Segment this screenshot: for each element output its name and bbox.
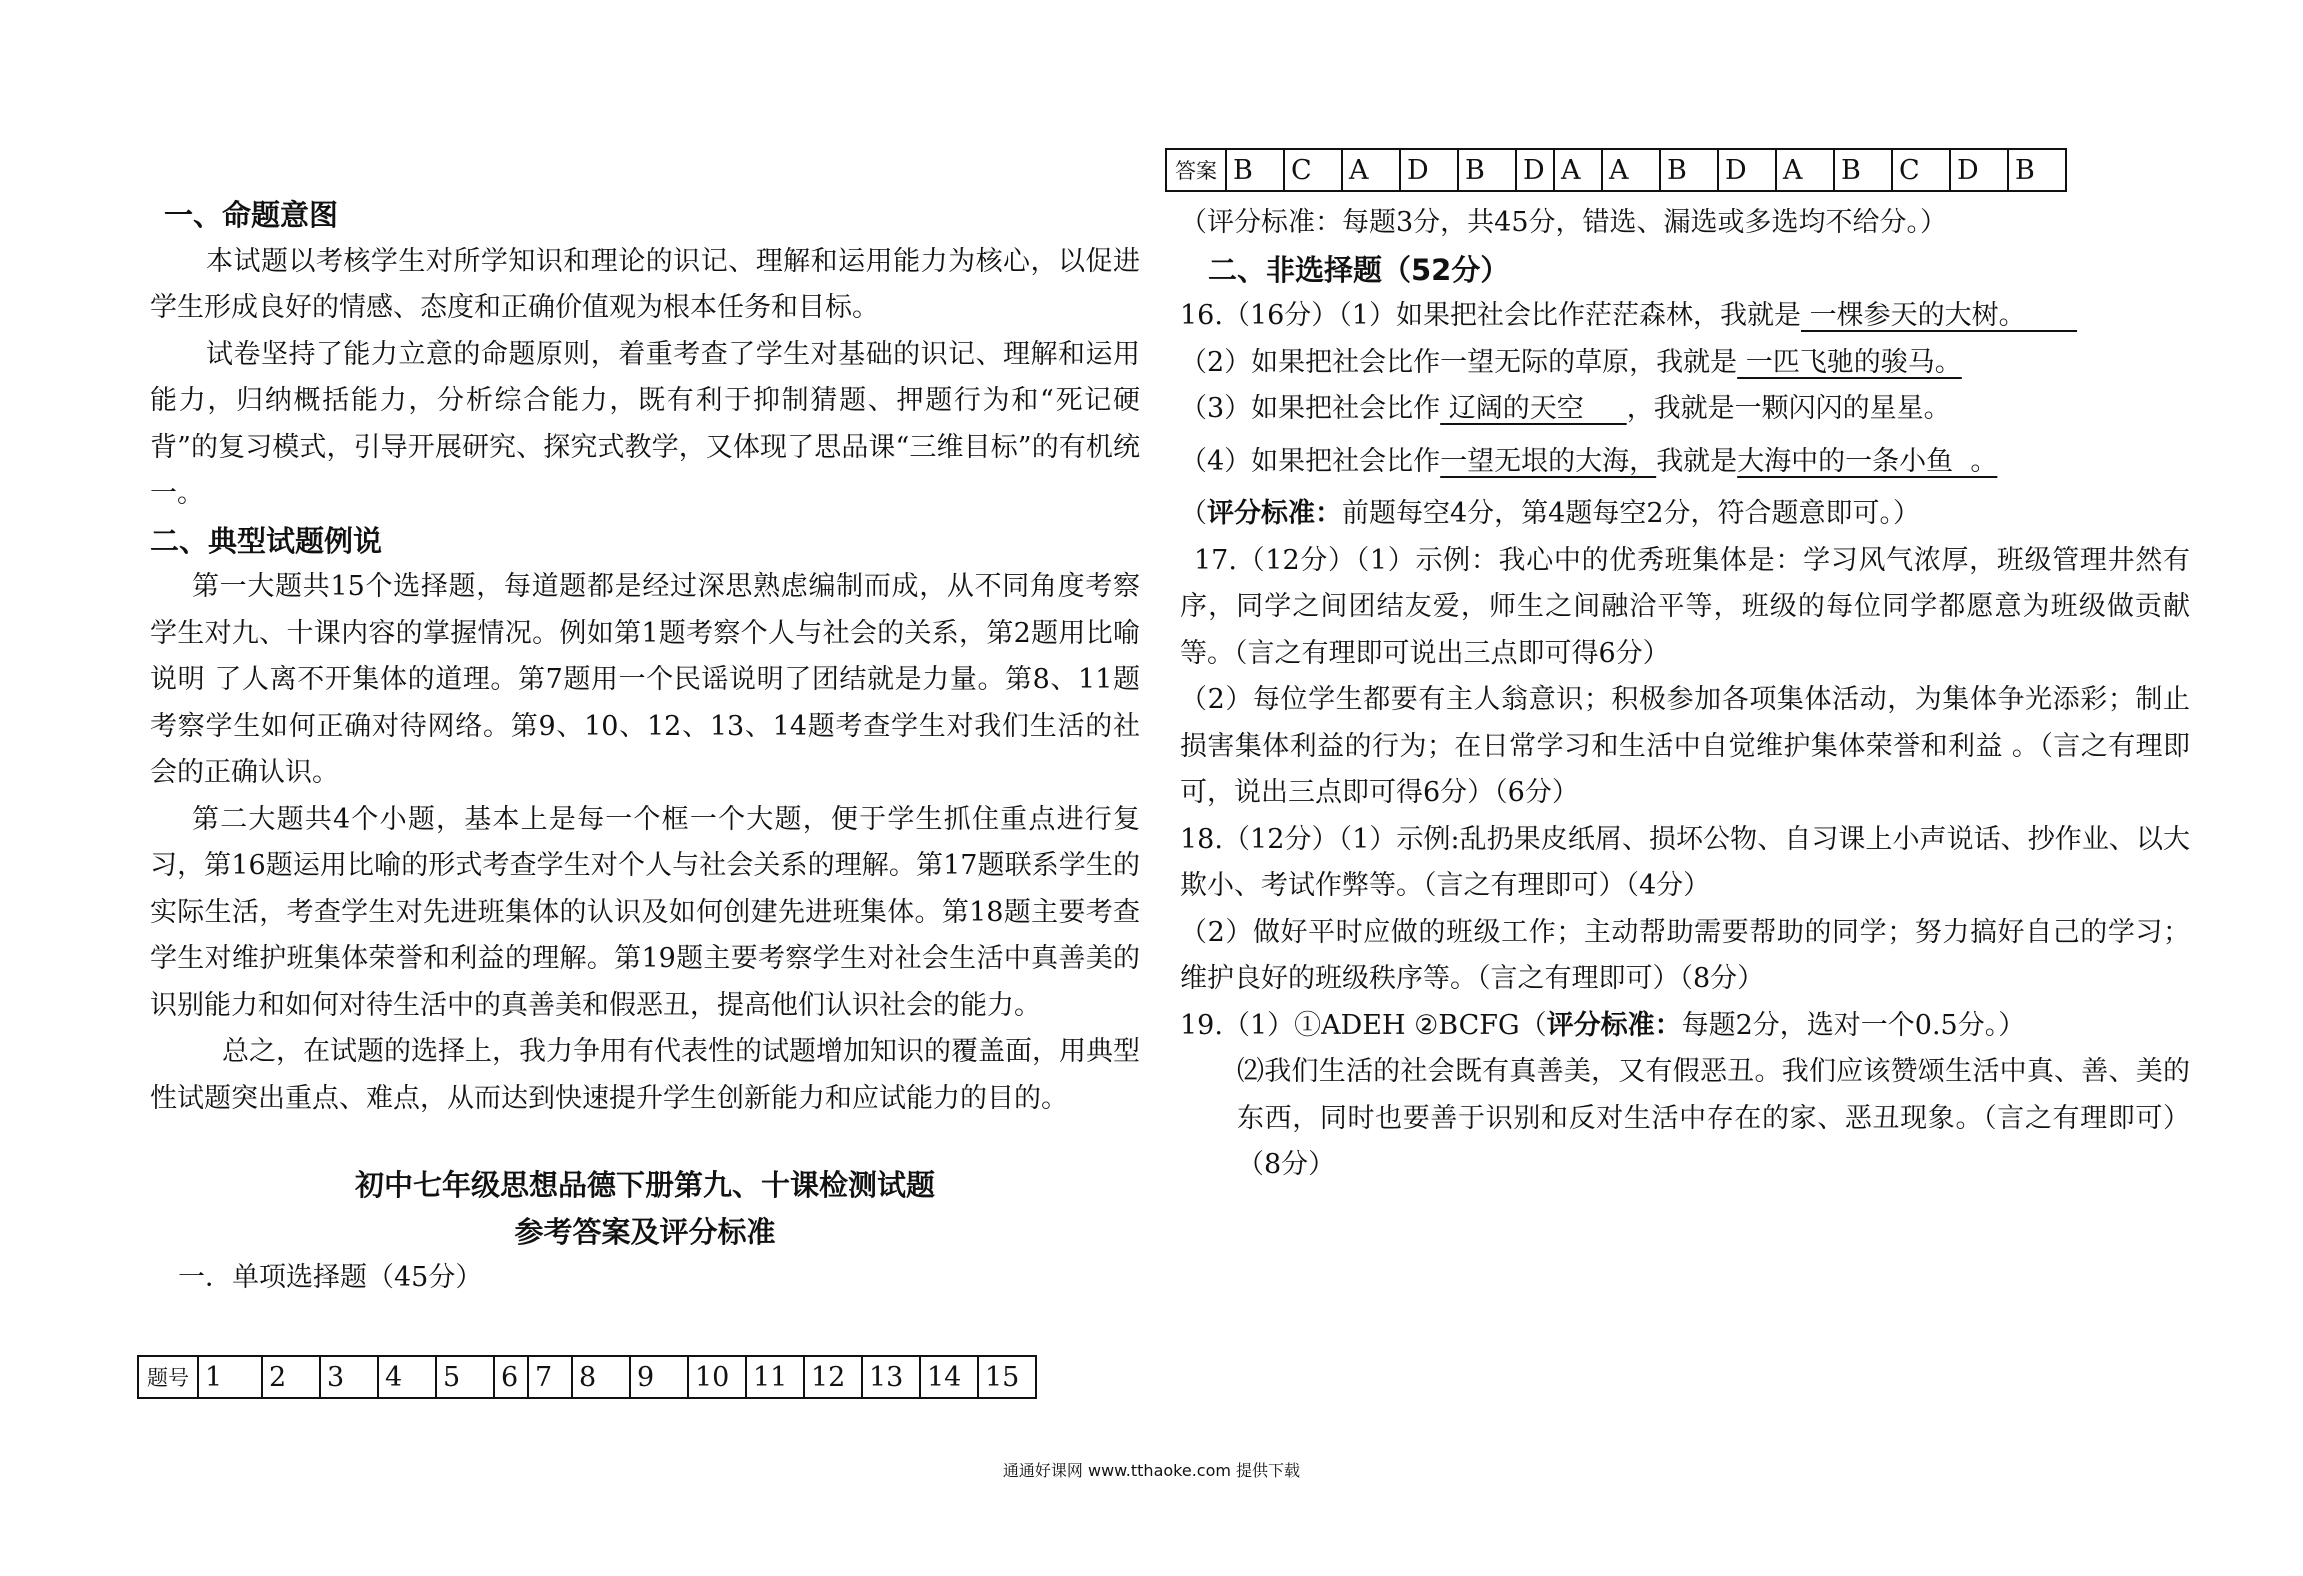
- q18-part-2: （2）做好平时应做的班级工作；主动帮助需要帮助的同学；努力搞好自己的学习；维护良好的班级秩序等。（言之有理即可）（8分）: [1180, 916, 2190, 994]
- table-cell: 8: [572, 1356, 630, 1398]
- mc-heading: 一．单项选择题（45分）: [178, 1262, 483, 1293]
- left-column: [150, 192, 1140, 1302]
- table-cell: 7: [528, 1356, 572, 1398]
- table-cell: 4: [378, 1356, 436, 1398]
- q16-answer-4a: 一望无垠的大海，: [1440, 445, 1657, 477]
- nonmc-heading: 二、非选择题（52分）: [1208, 252, 1510, 287]
- table-cell: D: [1516, 149, 1554, 191]
- q16-answer-1: 一棵参天的大树。: [1800, 300, 2078, 331]
- table-head-cell: 题号: [138, 1356, 198, 1398]
- table-cell: A: [1602, 149, 1660, 191]
- table-cell: 6: [494, 1356, 528, 1398]
- q16-line-2: （2）如果把社会比作一望无际的草原，我就是 一匹飞驰的骏马。: [1180, 346, 1962, 378]
- table-cell: B: [1226, 149, 1284, 191]
- q17-part-2: （2）每位学生都要有主人翁意识；积极参加各项集体活动，为集体争光添彩；制止损害集体利益的行为；在日常学习和生活中自觉维护集体荣誉和利益 。（言之有理即可，说出三点即可得6分）（6分）: [1180, 684, 2190, 808]
- q16-line-4: （4）如果把社会比作一望无垠的大海，我就是大海中的一条小鱼 。: [1180, 445, 1998, 477]
- q19-part-1: 19.（1）①ADEH ②BCFG（评分标准：每题2分，选对一个0.5分。）: [1180, 1009, 2026, 1041]
- q16-scoring-standard: （评分标准：前题每空4分，第4题每空2分，符合题意即可。）: [1180, 498, 1921, 529]
- table-cell: 5: [436, 1356, 494, 1398]
- table-cell: C: [1892, 149, 1950, 191]
- section-title-intent: 一、命题意图: [164, 198, 339, 232]
- q16-answer-2: 一匹飞驰的骏马。: [1737, 346, 1962, 378]
- table-cell: C: [1284, 149, 1342, 191]
- table-cell: B: [2008, 149, 2066, 191]
- table-cell: 11: [746, 1356, 804, 1398]
- q16-line-1: 16.（16分）（1）如果把社会比作茫茫森林，我就是 一棵参天的大树。: [1180, 300, 2078, 331]
- table-cell: D: [1400, 149, 1458, 191]
- q16-answer-4b: 大海中的一条小鱼 。: [1737, 445, 1998, 477]
- answer-title: 初中七年级思想品德下册第九、十课检测试题: [354, 1168, 935, 1202]
- intent-paragraph-1: 本试题以考核学生对所学知识和理论的识记、理解和运用能力为核心，以促进学生形成良好的情感、态度和正确价值观为根本任务和目标。: [150, 245, 1140, 323]
- examples-paragraph-1: 第一大题共15个选择题，每道题都是经过深思熟虑编制而成，从不同角度考察学生对九、十课内容的掌握情况。例如第1题考察个人与社会的关系，第2题用比喻说明 了人离不开集体的道理。第7题用一个民谣说明了团结就是力量。第8、11题考察学生如何正确对待网络。第9、10、12、13、14题考查学生对我们生活的社会的正确认识。: [150, 571, 1140, 788]
- table-head-cell: 答案: [1166, 149, 1226, 191]
- table-row: [138, 1356, 1036, 1398]
- intent-paragraph-2: 试卷坚持了能力立意的命题原则，着重考查了学生对基础的识记、理解和运用能力，归纳概括能力，分析综合能力，既有利于抑制猜题、押题行为和“死记硬背”的复习模式，引导开展研究、探究式教学，又体现了思品课“三维目标”的有机统一。: [150, 338, 1140, 509]
- table-cell: 14: [920, 1356, 978, 1398]
- footer-credit: 通通好课网 www.tthaoke.com 提供下载: [1002, 1461, 1301, 1480]
- summary-paragraph: 总之，在试题的选择上，我力争用有代表性的试题增加知识的覆盖面，用典型性试题突出重点、难点，从而达到快速提升学生创新能力和应试能力的目的。: [150, 1036, 1140, 1114]
- question-number-table: [137, 1355, 1037, 1399]
- right-column: [1180, 200, 2190, 1189]
- table-cell: 10: [688, 1356, 746, 1398]
- q18-part-1: 18.（12分）（1）示例:乱扔果皮纸屑、损坏公物、自习课上小声说话、抄作业、以大欺小、考试作弊等。（言之有理即可）（4分）: [1180, 823, 2190, 901]
- table-cell: B: [1458, 149, 1516, 191]
- q17-part-1: 17.（12分）（1）示例：我心中的优秀班集体是：学习风气浓厚，班级管理井然有序，同学之间团结友爱，师生之间融洽平等，班级的每位同学都愿意为班级做贡献等。（言之有理即可说出三点即可得6分）: [1180, 544, 2190, 669]
- q16-line-3: （3）如果把社会比作 辽阔的天空 ，我就是一颗闪闪的星星。: [1180, 393, 1951, 424]
- table-cell: A: [1342, 149, 1400, 191]
- table-cell: A: [1554, 149, 1602, 191]
- table-cell: 2: [262, 1356, 320, 1398]
- answer-key-table: [1165, 148, 2067, 192]
- table-cell: A: [1776, 149, 1834, 191]
- table-cell: D: [1718, 149, 1776, 191]
- table-row: [1166, 149, 2066, 191]
- answer-subtitle: 参考答案及评分标准: [514, 1214, 776, 1249]
- table-cell: 12: [804, 1356, 862, 1398]
- table-cell: 1: [198, 1356, 262, 1398]
- table-cell: 9: [630, 1356, 688, 1398]
- section-title-examples: 二、典型试题例说: [150, 523, 383, 558]
- table-cell: 13: [862, 1356, 920, 1398]
- q16-answer-3: 辽阔的天空: [1440, 393, 1627, 424]
- table-cell: 15: [978, 1356, 1036, 1398]
- mc-scoring-standard: （评分标准：每题3分，共45分，错选、漏选或多选均不给分。）: [1180, 207, 1948, 238]
- table-cell: D: [1950, 149, 2008, 191]
- table-cell: B: [1834, 149, 1892, 191]
- examples-paragraph-2: 第二大题共4个小题，基本上是每一个框一个大题，便于学生抓住重点进行复习，第16题运用比喻的形式考查学生对个人与社会关系的理解。第17题联系学生的实际生活，考查学生对先进班集体的认识及如何创建先进班集体。第18题主要考查学生对维护班集体荣誉和利益的理解。第19题主要考察学生对社会生活中真善美的识别能力和如何对待生活中的真善美和假恶丑，提高他们认识社会的能力。: [150, 803, 1140, 1021]
- q19-part-2: ⑵我们生活的社会既有真善美，又有假恶丑。我们应该赞颂生活中真、善、美的东西，同时也要善于识别和反对生活中存在的家、恶丑现象。（言之有理即可）（8分）: [1237, 1056, 2190, 1180]
- table-cell: 3: [320, 1356, 378, 1398]
- table-cell: B: [1660, 149, 1718, 191]
